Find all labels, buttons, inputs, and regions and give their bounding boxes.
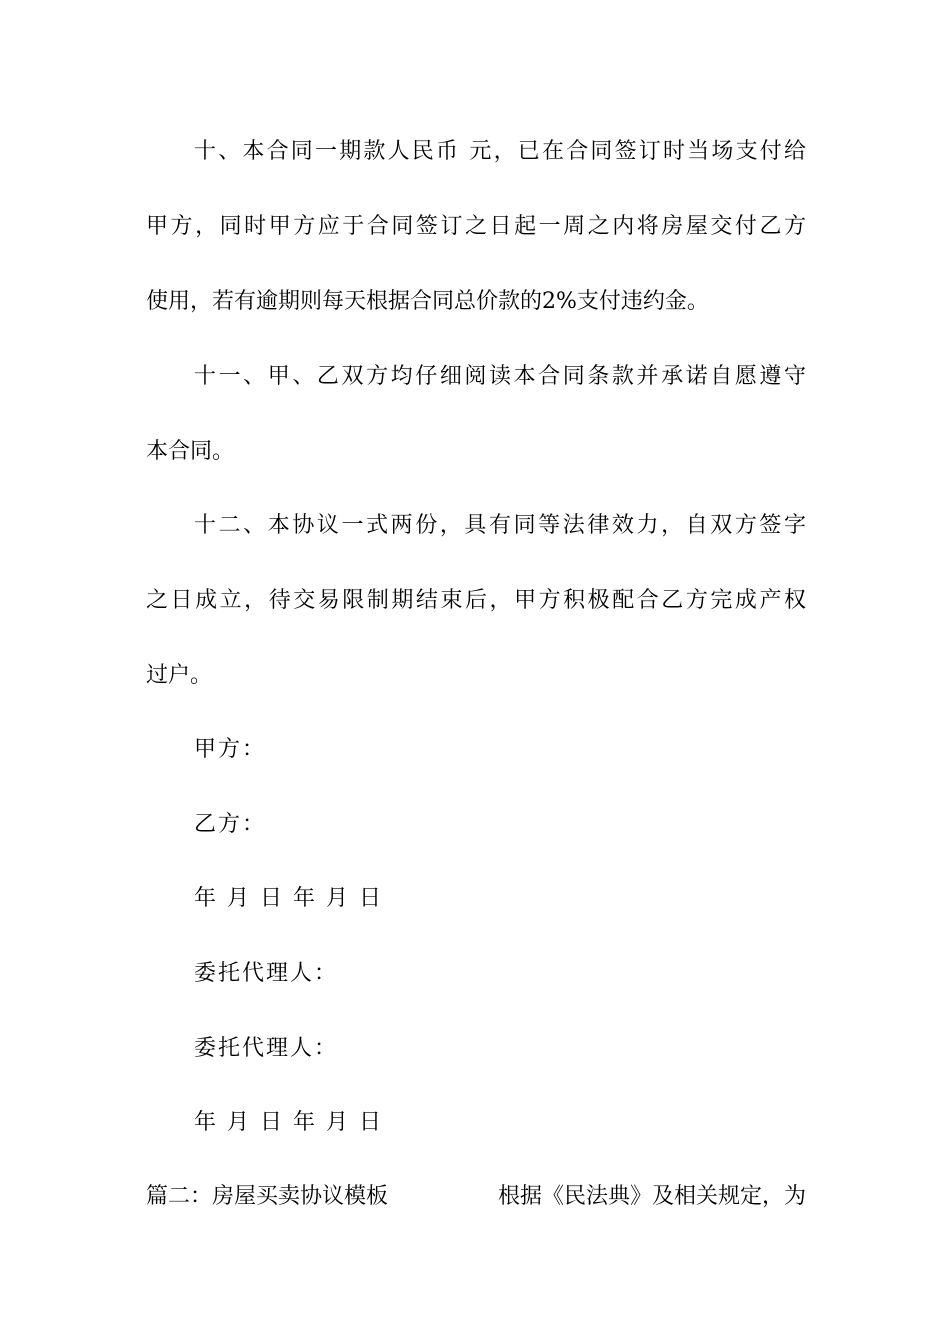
- party-a-label: 甲方：: [194, 737, 267, 762]
- clause-12-line-3: 过户。: [146, 663, 213, 688]
- clause-12-line-2: 之日成立，待交易限制期结束后，甲方积极配合乙方完成产权: [146, 588, 806, 613]
- next-section-title: 篇二：房屋买卖协议模板: [146, 1184, 389, 1209]
- clause-10-line-2: 甲方，同时甲方应于合同签订之日起一周之内将房屋交付乙方: [146, 214, 806, 239]
- clause-11-line-1: 十一、甲、乙双方均仔细阅读本合同条款并承诺自愿遵守: [194, 364, 806, 389]
- next-section-line: [146, 1181, 806, 1213]
- next-section-intro: 根据《民法典》及相关规定，为: [497, 1184, 806, 1209]
- clause-12-line-1: 十二、本协议一式两份，具有同等法律效力，自双方签字: [194, 513, 806, 538]
- date-line-1: 年 月 日 年 月 日: [194, 886, 383, 911]
- agent-label-2: 委托代理人：: [194, 1036, 339, 1061]
- agent-label-1: 委托代理人：: [194, 961, 339, 986]
- clause-10-line-3: 使用，若有逾期则每天根据合同总价款的2%支付违约金。: [146, 289, 709, 314]
- party-b-label: 乙方：: [194, 812, 267, 837]
- clause-10-line-1: 十、本合同一期款人民币 元，已在合同签订时当场支付给: [194, 139, 806, 164]
- clause-11-line-2: 本合同。: [146, 439, 235, 464]
- date-line-2: 年 月 日 年 月 日: [194, 1110, 383, 1135]
